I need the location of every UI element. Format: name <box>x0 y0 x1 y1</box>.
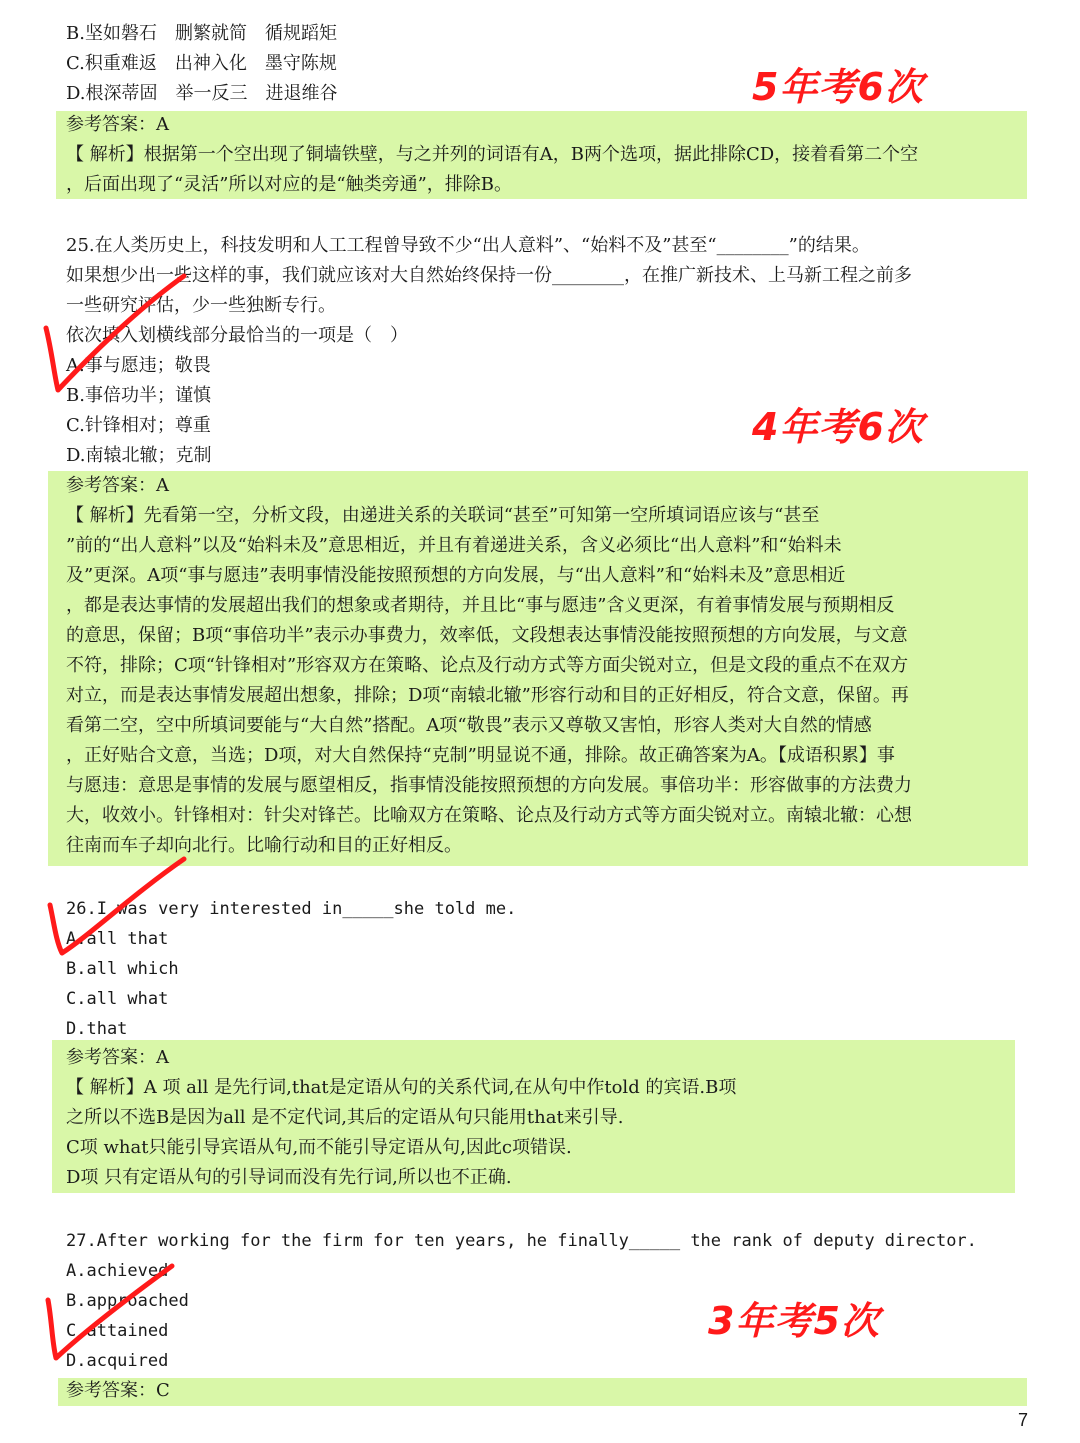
q26-analysis-line: D项 只有定语从句的引导词而没有先行词,所以也不正确. <box>66 1167 512 1188</box>
q27-option-b: B.approached <box>66 1291 189 1311</box>
checkmark-icon <box>38 270 188 400</box>
q24-answer-section <box>66 110 918 200</box>
handwritten-note: 3年考5次 <box>708 1299 880 1343</box>
q25-analysis-line: 对立，而是表达事情发展超出想象，排除；D项“南辕北辙”形容行动和目的正好相反，符合文意，保留。再 <box>66 685 909 706</box>
q25-stem-line: 如果想少出一些这样的事，我们就应该对大自然始终保持一份________，在推广新技术、上马新工程之前多 <box>66 265 912 286</box>
checkmark-icon <box>40 855 190 965</box>
q25-option-c: C.针锋相对；尊重 <box>66 415 211 436</box>
q27-option-c: C.attained <box>66 1321 169 1341</box>
q26-option-b: B.all which <box>66 959 179 979</box>
q27-answer-box <box>58 1378 1027 1406</box>
handwritten-note: 5年考6次 <box>752 65 924 109</box>
q26-option-d: D.that <box>66 1019 128 1039</box>
q25-option-a: A.事与愿违；敬畏 <box>66 355 211 376</box>
q24-analysis-line: ，后面出现了“灵活”所以对应的是“触类旁通”，排除B。 <box>66 174 513 195</box>
q25-analysis-line: 【 解析】先看第一空，分析文段，由递进关系的关联词“甚至”可知第一空所填词语应该与“甚至 <box>66 505 820 526</box>
handwritten-note: 4年考6次 <box>752 405 924 449</box>
q26-stem: 26.I was very interested in_____she told me. <box>66 899 517 919</box>
q25-answer-section <box>66 471 912 861</box>
q26-analysis-line: 【 解析】A 项 all 是先行词,that是定语从句的关系代词,在从句中作told 的宾语.B项 <box>66 1077 737 1098</box>
q25-analysis-line: 往南而车子却向北行。比喻行动和目的正好相反。 <box>66 835 462 856</box>
q25-option-d: D.南辕北辙；克制 <box>66 445 212 466</box>
page-number: 7 <box>1017 1410 1028 1430</box>
q24-option-b: B.坚如磐石 删繁就简 循规蹈矩 <box>66 23 337 44</box>
q25-stem-line: 一些研究评估，少一些独断专行。 <box>66 295 336 316</box>
q25-question: 依次填入划横线部分最恰当的一项是（ ） <box>66 325 408 346</box>
q24-analysis-line: 【 解析】根据第一个空出现了铜墙铁壁，与之并列的词语有A，B两个选项，据此排除CD，接着看第二个空 <box>66 144 919 165</box>
q25-analysis-line: 的意思，保留；B项“事倍功半”表示办事费力，效率低，文段想表达事情没能按照预想的方向发展，与文意 <box>66 625 908 646</box>
checkmark-icon <box>38 1262 178 1372</box>
q25-analysis-line: 看第二空，空中所填词要能与“大自然”搭配。A项“敬畏”表示又尊敬又害怕，形容人类对大自然的情感 <box>66 715 872 736</box>
q27-answer: 参考答案：C <box>66 1380 170 1401</box>
q25-answer: 参考答案：A <box>66 475 169 496</box>
q25-analysis-line: 及”更深。A项“事与愿违”表明事情没能按照预想的方向发展，与“出人意料”和“始料未及”意思相近 <box>66 565 846 586</box>
q25-stem-line: 25.在人类历史上，科技发明和人工工程曾导致不少“出人意料”、“始料不及”甚至“________”的结果。 <box>66 235 870 256</box>
q25-analysis-line: ，正好贴合文意，当选；D项，对大自然保持“克制”明显说不通，排除。故正确答案为A。【成语积累】事 <box>66 745 895 766</box>
q26-answer-section <box>66 1043 736 1193</box>
q27-option-a: A.achieved <box>66 1261 169 1281</box>
q25-analysis-line: 大，收效小。针锋相对：针尖对锋芒。比喻双方在策略、论点及行动方式等方面尖锐对立。南辕北辙：心想 <box>66 805 912 826</box>
q24-answer: 参考答案：A <box>66 114 169 135</box>
q26-analysis-line: 之所以不选B是因为all 是不定代词,其后的定语从句只能用that来引导. <box>66 1107 624 1128</box>
q26-analysis-line: C项 what只能引导宾语从句,而不能引导定语从句,因此c项错误. <box>66 1137 572 1158</box>
q25-analysis-line: 与愿违：意思是事情的发展与愿望相反，指事情没能按照预想的方向发展。事倍功半：形容做事的方法费力 <box>66 775 912 796</box>
q27-option-d: D.acquired <box>66 1351 169 1371</box>
q25-analysis-line: ”前的“出人意料”以及“始料未及”意思相近，并且有着递进关系，含义必须比“出人意料”和“始料未 <box>66 535 842 556</box>
q27-stem: 27.After working for the firm for ten years, he finally_____ the rank of deputy director. <box>66 1231 977 1251</box>
q25-analysis-line: ，都是表达事情的发展超出我们的想象或者期待，并且比“事与愿违”含义更深，有着事情发展与预期相反 <box>66 595 895 616</box>
q24-option-d: D.根深蒂固 举一反三 进退维谷 <box>66 83 338 104</box>
q24-option-c: C.积重难返 出神入化 墨守陈规 <box>66 53 337 74</box>
q25-analysis-line: 不符，排除；C项“针锋相对”形容双方在策略、论点及行动方式等方面尖锐对立，但是文段的重点不在双方 <box>66 655 909 676</box>
q25-option-b: B.事倍功半；谨慎 <box>66 385 211 406</box>
q26-option-a: A.all that <box>66 929 169 949</box>
q26-answer: 参考答案：A <box>66 1047 169 1068</box>
q26-option-c: C.all what <box>66 989 169 1009</box>
